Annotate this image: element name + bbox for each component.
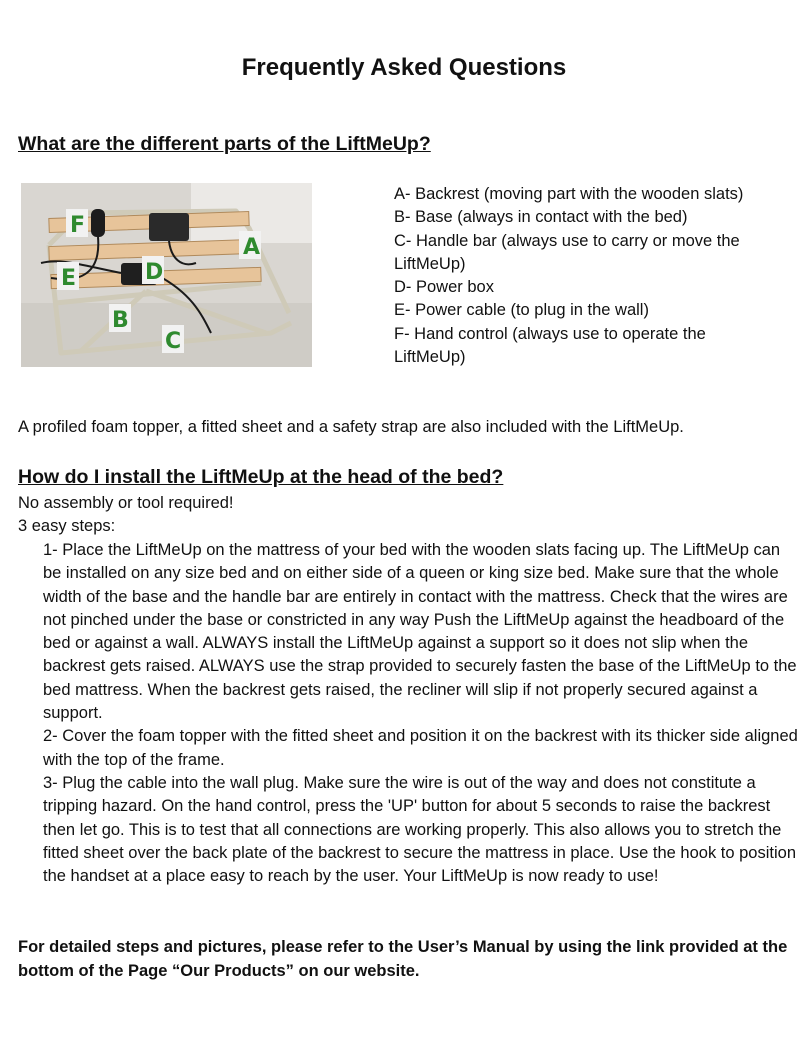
photo-label-a: A: [243, 235, 261, 260]
page-title: Frequently Asked Questions: [241, 54, 567, 81]
install-section-heading: How do I install the LiftMeUp at the head of the bed?: [18, 466, 504, 488]
part-item-power-box: D- Power box: [394, 278, 494, 297]
install-step-1: 1- Place the LiftMeUp on the mattress of your bed with the wooden slats facing up. The LiftMeUp can be installed on any size bed and on either side of a queen or king size bed. Make sure that the whole width of the base and the handle bar are entirely in contact with the mattress. Check that the wires are not pinched under the base or constricted in any way Push the LiftMeUp against the headboard of the bed or against a wall. ALWAYS install the LiftMeUp against a support so it does not slip when the backrest gets raised. ALWAYS use the strap provided to securely fasten the base of the LiftMeUp to the bed mattress. When the backrest gets raised, the recliner will slip if not properly secured against a support.: [43, 541, 797, 723]
parts-list: [394, 183, 754, 369]
part-item-power-cable: E- Power cable (to plug in the wall): [394, 301, 649, 320]
photo-label-c: C: [165, 329, 182, 354]
install-step-3: 3- Plug the cable into the wall plug. Make sure the wire is out of the way and does not constitute a tripping hazard. On the hand control, press the 'UP' button for about 5 seconds to raise the backrest then let go. This is to test that all connections are working properly. This also allows you to stretch the fitted sheet over the back plate of the backrest to secure the mattress in place. Use the hook to position the handset at a place easy to reach by the user. Your LiftMeUp is now ready to use!: [43, 773, 797, 886]
power-box-device: [149, 213, 189, 241]
install-step-2: 2- Cover the foam topper with the fitted sheet and position it on the backrest with its thicker side aligned with the top of the frame.: [43, 727, 798, 769]
install-intro-line-2: 3 easy steps:: [18, 517, 116, 535]
photo-label-f: F: [70, 213, 86, 238]
liftmeup-illustration: [21, 183, 312, 367]
part-item-handle-bar: C- Handle bar (always use to carry or move the LiftMeUp): [394, 231, 740, 273]
photo-label-d: D: [145, 260, 164, 285]
part-item-hand-control: F- Hand control (always use to operate the LiftMeUp): [394, 324, 706, 367]
install-steps: [43, 539, 801, 888]
liftmeup-product-photo: [21, 183, 312, 367]
photo-label-e: E: [61, 266, 77, 291]
user-manual-note: For detailed steps and pictures, please refer to the User’s Manual by using the link provided at the bottom of the Page “Our Products” on our website.: [18, 938, 788, 980]
photo-label-b: B: [112, 308, 129, 333]
parts-section-heading: What are the different parts of the LiftMeUp?: [18, 133, 431, 155]
included-items-note: A profiled foam topper, a fitted sheet and a safety strap are also included with the LiftMeUp.: [18, 418, 684, 436]
part-item-base: B- Base (always in contact with the bed): [394, 208, 688, 227]
hand-control-device: [91, 209, 105, 237]
part-item-backrest: A- Backrest (moving part with the wooden slats): [394, 185, 744, 203]
install-intro-line-1: No assembly or tool required!: [18, 494, 234, 512]
